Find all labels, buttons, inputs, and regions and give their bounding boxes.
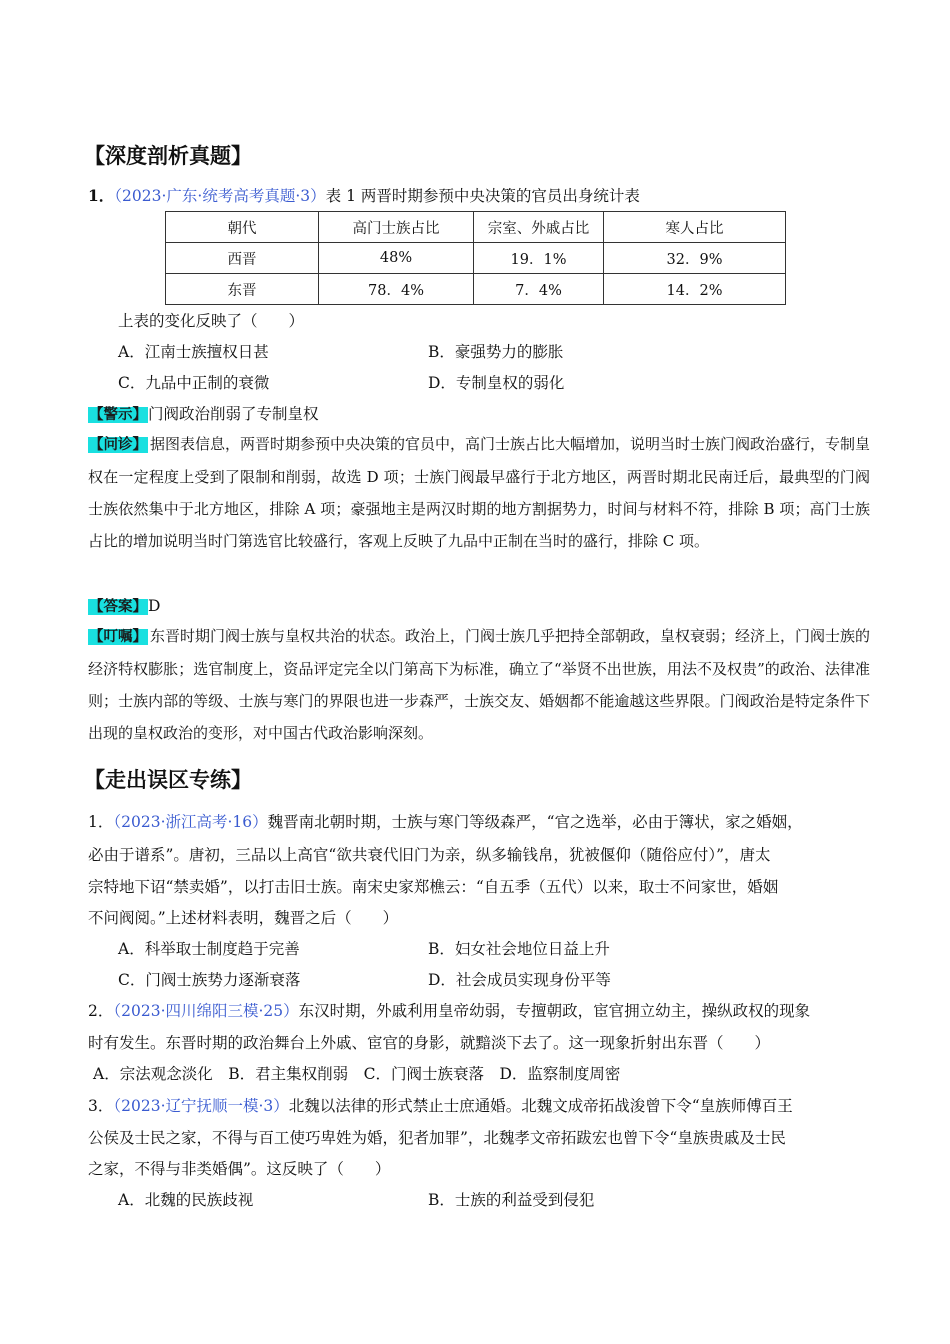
practice-3-line: 公侯及士民之家，不得与百工使巧卑姓为婚，犯者加罪”，北魏孝文帝拓跋宏也曾下令“皇族贵戚及士民 bbox=[88, 1129, 786, 1147]
option-c: C．九品中正制的衰微 bbox=[118, 374, 270, 392]
practice-1-line: 不问阀阅。”上述材料表明，魏晋之后（ ） bbox=[88, 909, 399, 927]
option-d: D．社会成员实现身份平等 bbox=[428, 971, 611, 989]
practice-2-line: 时有发生。东晋时期的政治舞台上外戚、宦官的身影，就黯淡下去了。这一现象折射出东晋（ ） bbox=[88, 1034, 771, 1052]
warning-text: 门阀政治削弱了专制皇权 bbox=[148, 405, 319, 423]
option-c: C．门阀士族势力逐渐衰落 bbox=[118, 971, 301, 989]
diagnosis-tag: 【问诊】 bbox=[89, 437, 147, 453]
question-text: 北魏以法律的形式禁止士庶通婚。北魏文成帝拓战浚曾下令“皇族师傅百王 bbox=[288, 1097, 793, 1115]
answer-block bbox=[88, 596, 160, 617]
practice-1-line: 必由于谱系”。唐初，三品以上高官“欲共衰代旧门为亲，纵多输钱帛，犹被偃仰（随俗应付）”，唐太 bbox=[88, 846, 771, 864]
question-source: （2023·四川绵阳三模·25） bbox=[113, 1002, 299, 1020]
statistics-table bbox=[165, 211, 786, 305]
option-b: B．豪强势力的膨胀 bbox=[428, 343, 564, 361]
table-header-row bbox=[166, 212, 786, 243]
question-source: （2023·广东·统考高考真题·3） bbox=[114, 187, 326, 205]
option-d: D．专制皇权的弱化 bbox=[428, 374, 565, 392]
question-number: 1． bbox=[88, 186, 115, 205]
question-text: 东汉时期，外戚利用皇帝幼弱，专擅朝政，宦官拥立幼主，操纵政权的现象 bbox=[298, 1002, 811, 1020]
warning-tag: 【警示】 bbox=[89, 407, 147, 423]
section-title-analysis: 【深度剖析真题】 bbox=[84, 144, 252, 168]
table-header-cell: 宗室、外戚占比 bbox=[474, 212, 604, 243]
question-number: 3． bbox=[88, 1097, 114, 1115]
question-prompt: 上表的变化反映了（ ） bbox=[118, 312, 305, 330]
option-a: A．北魏的民族歧视 bbox=[118, 1191, 254, 1209]
option-b: B．士族的利益受到侵犯 bbox=[428, 1191, 595, 1209]
question-1-header bbox=[88, 186, 640, 206]
option-b: B．妇女社会地位日益上升 bbox=[428, 940, 610, 958]
question-number: 2． bbox=[88, 1002, 114, 1020]
answer-text: D bbox=[148, 597, 161, 615]
table-header-cell: 寒人占比 bbox=[604, 212, 786, 243]
reminder-tag: 【叮嘱】 bbox=[89, 629, 147, 645]
practice-3-line bbox=[88, 1096, 793, 1116]
table-header-cell: 朝代 bbox=[166, 212, 319, 243]
diagnosis-block bbox=[88, 428, 870, 557]
reminder-text: 东晋时期门阀士族与皇权共治的状态。政治上，门阀士族几乎把持全部朝政，皇权衰弱；经济上，门阀士族的经济特权膨胀；选官制度上，资品评定完全以门第高下为标准，确立了“举贤不出世族，用法不及权贵”的政治、法律准则；士族内部的等级、士族与寒门的界限也进一步森严，士族交友、婚姻都不能逾越这些界限。门阀政治是特定条件下出现的皇权政治的变形，对中国古代政治影响深刻。 bbox=[88, 627, 871, 742]
table-cell: 32．9% bbox=[604, 243, 786, 274]
section-title-practice: 【走出误区专练】 bbox=[84, 768, 252, 792]
practice-3-line: 之家，不得与非类婚偶”。这反映了（ ） bbox=[88, 1160, 391, 1178]
option-a: A．江南士族擅权日甚 bbox=[118, 343, 269, 361]
question-number: 1． bbox=[88, 813, 114, 831]
table-cell: 西晋 bbox=[166, 243, 319, 274]
table-row bbox=[166, 243, 786, 274]
table-cell: 78．4% bbox=[319, 274, 474, 305]
question-stem: 表 1 两晋时期参预中央决策的官员出身统计表 bbox=[325, 187, 640, 205]
question-text: 魏晋南北朝时期，士族与寒门等级森严，“官之选举，必由于簿状，家之婚姻， bbox=[267, 813, 803, 831]
diagnosis-text: 据图表信息，两晋时期参预中央决策的官员中，高门士族占比大幅增加，说明当时士族门阀政治盛行，专制皇权在一定程度上受到了限制和削弱，故选 D 项；士族门阀最早盛行于北方地区，两晋时期北民南迁后，最典型的门阀士族依然集中于北方地区，排除 A 项；豪强地主是两汉时期的地方割据势力，时间与材料不符，排除 B 项；高门士族占比的增加说明当时门第选官比较盛行，客观上反映了九品中正制在当时的盛行，排除 C 项。 bbox=[88, 435, 871, 550]
table-row bbox=[166, 274, 786, 305]
table-cell: 19．1% bbox=[474, 243, 604, 274]
warning-block bbox=[88, 404, 319, 425]
table-cell: 7．4% bbox=[474, 274, 604, 305]
practice-1-line: 宗特地下诏“禁卖婚”，以打击旧士族。南宋史家郑樵云：“自五季（五代）以来，取士不问家世，婚姻 bbox=[88, 878, 779, 896]
practice-1-line bbox=[88, 812, 803, 832]
question-source: （2023·浙江高考·16） bbox=[113, 813, 268, 831]
table-header-cell: 高门士族占比 bbox=[319, 212, 474, 243]
table-cell: 48% bbox=[319, 243, 474, 274]
practice-2-options: A．宗法观念淡化 B．君主集权削弱 C．门阀士族衰落 D．监察制度周密 bbox=[93, 1065, 621, 1083]
question-source: （2023·辽宁抚顺一模·3） bbox=[113, 1097, 289, 1115]
answer-tag: 【答案】 bbox=[89, 599, 147, 615]
table-cell: 14．2% bbox=[604, 274, 786, 305]
reminder-block bbox=[88, 620, 870, 749]
option-a: A．科举取士制度趋于完善 bbox=[118, 940, 300, 958]
table-cell: 东晋 bbox=[166, 274, 319, 305]
practice-2-line bbox=[88, 1001, 810, 1021]
